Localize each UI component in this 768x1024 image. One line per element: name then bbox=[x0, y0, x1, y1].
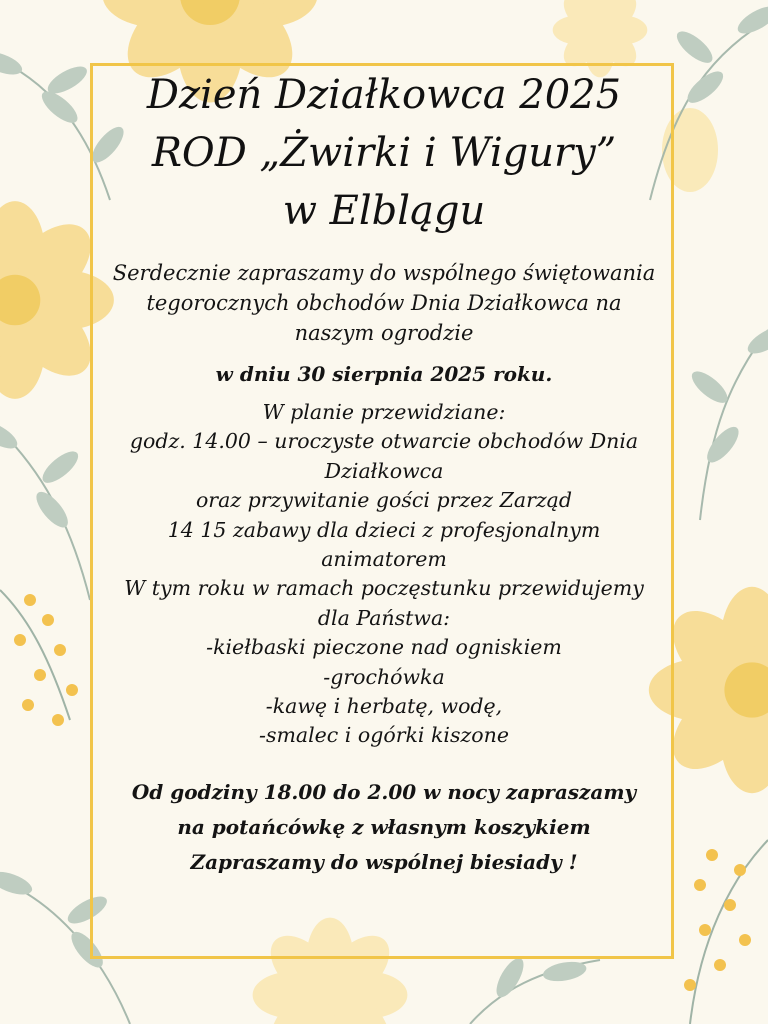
program-line: W tym roku w ramach poczęstunku przewidujemy bbox=[124, 576, 644, 601]
invitation-title bbox=[60, 66, 708, 240]
intro-line: naszym ogrodzie bbox=[294, 321, 474, 345]
program-line: -kiełbaski pieczone nad ogniskiem bbox=[206, 635, 562, 660]
program-line: 14 15 zabawy dla dzieci z profesjonalnym bbox=[167, 517, 601, 542]
closing-line: na potańcówkę z własnym koszykiem bbox=[177, 814, 591, 839]
program-line: godz. 14.00 – uroczyste otwarcie obchodów Dnia bbox=[129, 429, 639, 454]
program-line: animatorem bbox=[321, 547, 447, 572]
closing-invitation bbox=[60, 775, 708, 880]
closing-line: Od godziny 18.00 do 2.00 w nocy zapraszamy bbox=[131, 779, 637, 804]
program-line: Działkowca bbox=[324, 458, 444, 483]
leaf-branch-icon bbox=[470, 954, 600, 1024]
intro-paragraph bbox=[60, 258, 708, 348]
invitation-content bbox=[60, 66, 708, 880]
closing-line: Zapraszamy do wspólnej biesiady ! bbox=[190, 849, 578, 874]
program-line: oraz przywitanie gości przez Zarząd bbox=[195, 488, 573, 513]
intro-line: tegorocznych obchodów Dnia Działkowca na bbox=[146, 291, 622, 315]
title-line: ROD „Żwirki i Wigury” bbox=[151, 130, 617, 176]
intro-line: Serdecznie zapraszamy do wspólnego świętowania bbox=[112, 261, 656, 285]
program-line: -kawę i herbatę, wodę, bbox=[265, 694, 503, 719]
title-line: Dzień Działkowca 2025 bbox=[146, 72, 622, 118]
event-date: w dniu 30 sierpnia 2025 roku. bbox=[215, 362, 553, 386]
event-program bbox=[60, 398, 708, 751]
program-line: dla Państwa: bbox=[317, 605, 451, 630]
program-line: W planie przewidziane: bbox=[262, 400, 506, 424]
title-line: w Elblągu bbox=[282, 188, 486, 234]
program-line: -smalec i ogórki kiszone bbox=[259, 723, 509, 748]
program-line: -grochówka bbox=[323, 664, 445, 689]
